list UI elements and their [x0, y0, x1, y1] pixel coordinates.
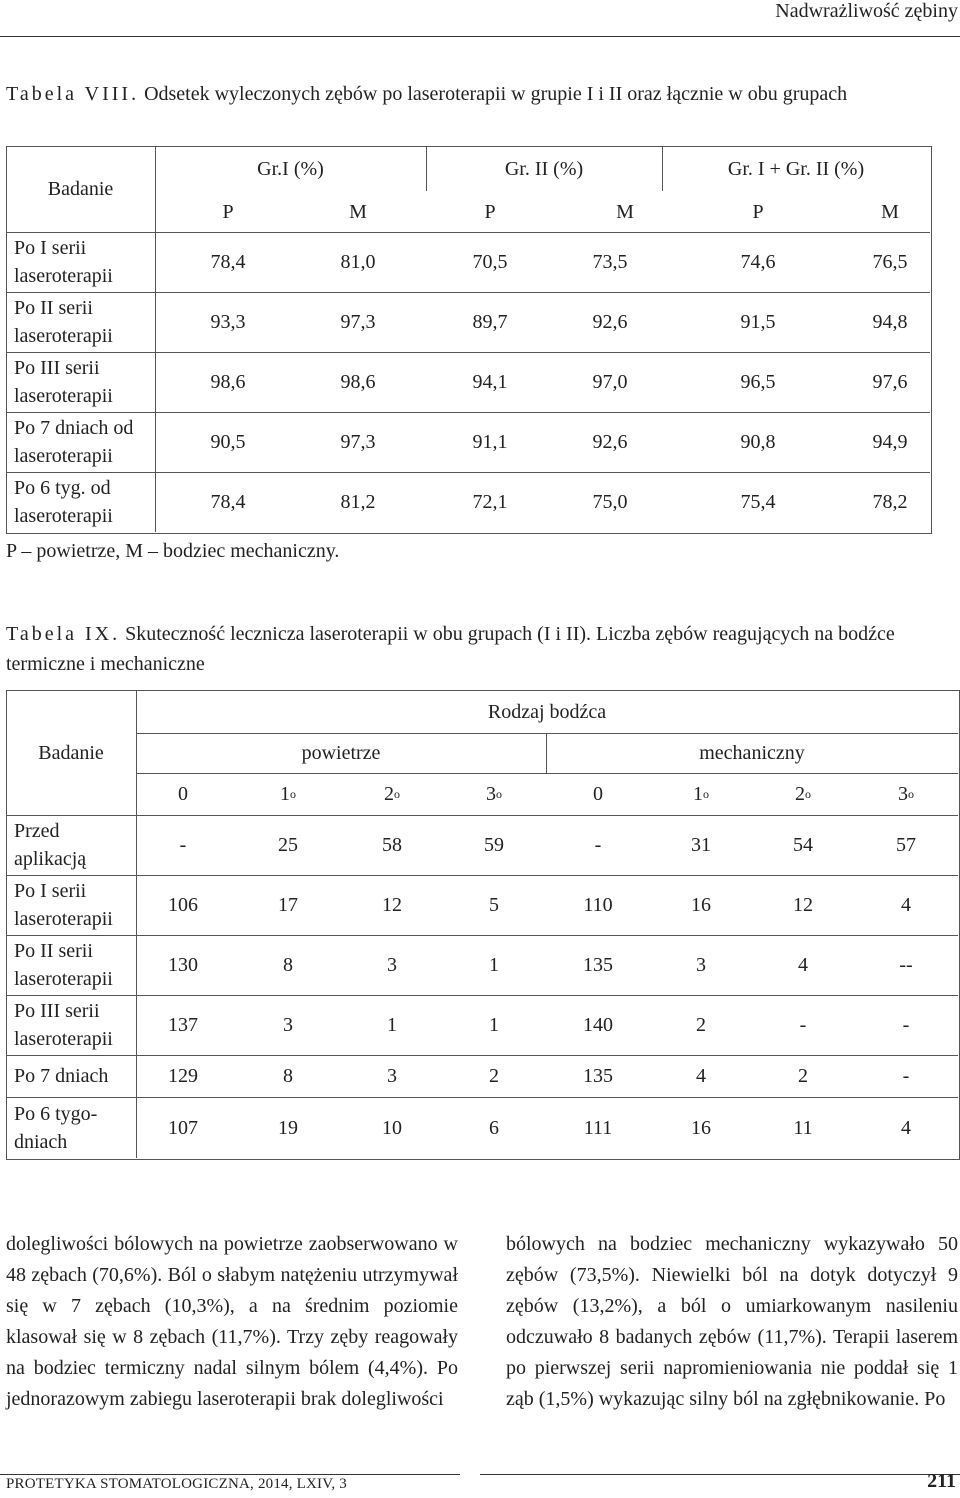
table9-cell: 140	[583, 1014, 613, 1036]
table8-cell: 78,4	[210, 491, 246, 513]
row-label-line: Po 6 tygo-	[14, 1102, 98, 1125]
row-label-line: Po II serii	[14, 297, 93, 319]
row-label-line: laseroterapii	[14, 908, 113, 930]
table8-cell: 72,1	[472, 491, 508, 513]
running-header: Nadwrażliwość zębiny	[775, 0, 958, 22]
row-label-line: Po II serii	[14, 940, 93, 962]
table9-cell: 59	[484, 834, 504, 856]
table9-cell: 12	[793, 894, 813, 916]
table8-caption-block	[6, 79, 951, 109]
row-label-line: Przed	[14, 820, 60, 842]
table8-cell: 96,5	[740, 371, 776, 393]
subcol-value: 1	[693, 783, 703, 805]
header-rule	[0, 36, 960, 37]
table8-cell: 90,5	[210, 431, 246, 453]
degree-mark: o	[394, 787, 400, 801]
table9-cell: 17	[278, 894, 298, 916]
table9-group-header: mechaniczny	[699, 742, 805, 764]
table9-cell: -	[902, 1014, 910, 1036]
table8-subcol-header: P	[752, 200, 764, 223]
table8-label: Tabela VIII.	[6, 83, 140, 105]
table9-cell: -	[179, 834, 187, 856]
table8-subcol-header: M	[349, 200, 367, 223]
table8-group-header: Gr. II (%)	[504, 157, 584, 180]
table9-cell: 111	[583, 1116, 613, 1139]
table8-row-label	[14, 472, 113, 532]
table8-cell: 93,3	[210, 311, 246, 333]
degree-mark: o	[290, 787, 296, 801]
table8-cell: 92,6	[592, 431, 628, 453]
table9-subcol-header	[352, 773, 432, 815]
table9-cell: 3	[387, 1065, 397, 1087]
table9-label: Tabela IX.	[6, 623, 121, 645]
table9-cell: 4	[696, 1065, 706, 1087]
table9-row-label	[14, 1097, 97, 1158]
table9-cell: --	[899, 954, 913, 976]
row-label-line: laseroterapii	[14, 325, 113, 347]
table9-cell: 2	[696, 1014, 706, 1036]
table9-cell: 5	[489, 894, 499, 916]
table9-cell: 8	[283, 1065, 293, 1087]
subcol-value: 0	[593, 783, 603, 805]
table8-subcol-header: M	[881, 200, 899, 223]
table9-cell: 2	[489, 1065, 499, 1087]
table8-subcol-header: P	[222, 200, 234, 223]
table8-cell: 76,5	[872, 251, 908, 273]
table9-cell: 1	[489, 954, 499, 976]
table8-subcol-header: P	[484, 200, 496, 223]
table9-cell: 12	[382, 894, 402, 916]
degree-mark: o	[496, 787, 502, 801]
table8-cell: 94,1	[472, 371, 508, 393]
table9-cell: 4	[901, 894, 911, 916]
table9-subcol-header	[558, 773, 638, 815]
footer-rule-right	[480, 1474, 960, 1475]
body-text-left-column: dolegliwości bólowych na powietrze zaobserwowano w 48 zębach (70,6%). Ból o słabym natężeniu utrzymywał się w 7 zębach (10,3%), a na średnim poziomie klasował się w 8 zębach (11,7%). Trzy zęby reagowały na bodziec termiczny nadal silnym bólem (4,4%). Po jednorazowym zabiegu laseroterapii brak dolegliwości	[6, 1233, 458, 1410]
table9-cell: 3	[387, 954, 397, 976]
table9-row-label	[14, 875, 113, 935]
table9-cell: 6	[489, 1116, 499, 1139]
table9-cell: 19	[278, 1116, 298, 1139]
table9-caption: Skuteczność lecznicza laseroterapii w obu grupach (I i II). Liczba zębów reagujących na bodźce termiczne i mechaniczne	[6, 623, 895, 675]
table8-cell: 70,5	[472, 251, 508, 273]
table8-subcol-header: M	[616, 200, 634, 223]
row-label-line: Po 7 dniach od	[14, 417, 134, 439]
subcol-value: 0	[178, 783, 188, 805]
table9-cell: 3	[283, 1014, 293, 1036]
footer-rule-left	[0, 1474, 460, 1475]
table8-footnote: P – powietrze, M – bodziec mechaniczny.	[6, 540, 340, 562]
table9-cell: 8	[283, 954, 293, 976]
table8-cell: 78,4	[210, 251, 246, 273]
table9-cell: 57	[896, 834, 916, 856]
degree-mark: o	[908, 787, 914, 801]
table8-cell: 91,1	[472, 431, 508, 453]
table8-caption: Odsetek wyleczonych zębów po laseroterapii w grupie I i II oraz łącznie w obu grupach	[144, 83, 848, 105]
table8-cell: 98,6	[210, 371, 246, 393]
table9-cell: 110	[583, 894, 613, 916]
table9-cell: 31	[691, 834, 711, 856]
table8-cell: 97,0	[592, 371, 628, 393]
table9-row-label	[14, 995, 113, 1055]
table9-subcol-header	[866, 773, 946, 815]
row-label-line: Po I serii	[14, 237, 87, 259]
table8-cell: 97,6	[872, 371, 908, 393]
table8-cell: 73,5	[592, 251, 628, 273]
table9-row-label	[14, 935, 113, 995]
table9-caption-block	[6, 619, 951, 679]
table8-row-label	[14, 412, 133, 472]
table9-cell: 135	[583, 1065, 613, 1087]
table9-cell: -	[799, 1014, 807, 1036]
subcol-value: 3	[486, 783, 496, 805]
table9-subcol-header	[248, 773, 328, 815]
table9-cell: 4	[798, 954, 808, 976]
row-label-line: laseroterapii	[14, 385, 113, 407]
row-label-line: laseroterapii	[14, 445, 113, 467]
table8-row-label	[14, 352, 113, 412]
table8-group-header: Gr. I + Gr. II (%)	[727, 157, 865, 180]
degree-mark: o	[805, 787, 811, 801]
row-label-line: Po I serii	[14, 880, 87, 902]
table-rule	[155, 146, 156, 532]
table8-cell: 97,3	[340, 431, 376, 453]
table8-row-label	[14, 232, 113, 292]
table9-cell: 16	[691, 1116, 711, 1139]
row-label-line: dniach	[14, 1130, 68, 1153]
journal-footer: PROTETYKA STOMATOLOGICZNA, 2014, LXIV, 3	[6, 1476, 347, 1492]
table8-cell: 81,0	[340, 251, 376, 273]
row-label-line: Po 7 dniach	[14, 1065, 109, 1087]
table8-cell: 92,6	[592, 311, 628, 333]
table8-cell: 89,7	[472, 311, 508, 333]
table9-cell: 130	[168, 954, 198, 976]
row-label-line: laseroterapii	[14, 1028, 113, 1050]
table9-row-header: Badanie	[38, 741, 104, 764]
row-label-line: laseroterapii	[14, 265, 113, 287]
table8-cell: 74,6	[740, 251, 776, 273]
table9-cell: 107	[168, 1116, 198, 1139]
table8-cell: 78,2	[872, 491, 908, 513]
table8-cell: 97,3	[340, 311, 376, 333]
table9-cell: -	[902, 1065, 910, 1087]
table9-subcol-header	[454, 773, 534, 815]
table8-cell: 75,0	[592, 491, 628, 513]
table9-cell: 106	[168, 894, 198, 916]
table8-cell: 91,5	[740, 311, 776, 333]
table9-cell: 1	[387, 1014, 397, 1036]
table9-cell: 129	[168, 1065, 198, 1087]
row-label-line: aplikacją	[14, 848, 87, 870]
subcol-value: 1	[280, 783, 290, 805]
row-label-line: Po 6 tyg. od	[14, 477, 111, 499]
row-label-line: Po III serii	[14, 357, 100, 379]
table9-cell: 137	[168, 1014, 198, 1036]
table9-subcol-header	[143, 773, 223, 815]
row-label-line: laseroterapii	[14, 968, 113, 990]
table8-cell: 94,8	[872, 311, 908, 333]
table9-cell: 16	[691, 894, 711, 916]
table8-cell: 94,9	[872, 431, 908, 453]
table9-cell: 54	[793, 834, 813, 856]
table9-group-header: powietrze	[301, 742, 381, 764]
table9-cell: 3	[696, 954, 706, 976]
table9-cell: 11	[793, 1116, 813, 1139]
table8-group-header: Gr.I (%)	[257, 157, 324, 180]
row-label-line: laseroterapii	[14, 505, 113, 527]
table9-cell: 4	[901, 1116, 911, 1139]
page-number: 211	[927, 1470, 956, 1492]
table9-cell: -	[594, 834, 602, 856]
table8-cell: 98,6	[340, 371, 376, 393]
subcol-value: 3	[898, 783, 908, 805]
table9-subcol-header	[661, 773, 741, 815]
table9-row-label	[14, 1055, 108, 1097]
table8-cell: 90,8	[740, 431, 776, 453]
table9-super-header: Rodzaj bodźca	[487, 700, 607, 723]
table9-cell: 10	[382, 1116, 402, 1139]
table9-cell: 25	[278, 834, 298, 856]
table9-cell: 2	[798, 1065, 808, 1087]
table8-row-header: Badanie	[47, 178, 114, 200]
table9-row-label	[14, 815, 86, 875]
table9-subcol-header	[763, 773, 843, 815]
body-text-right-column: bólowych na bodziec mechaniczny wykazywało 50 zębów (73,5%). Niewielki ból na dotyk dotyczył 9 zębów (13,2%), a ból o umiarkowanym nasileniu odczuwało 8 badanych zębów (11,7%). Terapii laserem po pierwszej serii napromieniowania nie poddał się 1 ząb (1,5%) wykazując silny ból na zgłębnikowanie. Po	[506, 1233, 958, 1410]
degree-mark: o	[703, 787, 709, 801]
table8-cell: 75,4	[740, 491, 776, 513]
table9-cell: 58	[382, 834, 402, 856]
subcol-value: 2	[384, 783, 394, 805]
subcol-value: 2	[795, 783, 805, 805]
table8-cell: 81,2	[340, 491, 376, 513]
row-label-line: Po III serii	[14, 1000, 100, 1022]
table9-cell: 135	[583, 954, 613, 976]
table8-row-label	[14, 292, 113, 352]
table9-cell: 1	[489, 1014, 499, 1036]
